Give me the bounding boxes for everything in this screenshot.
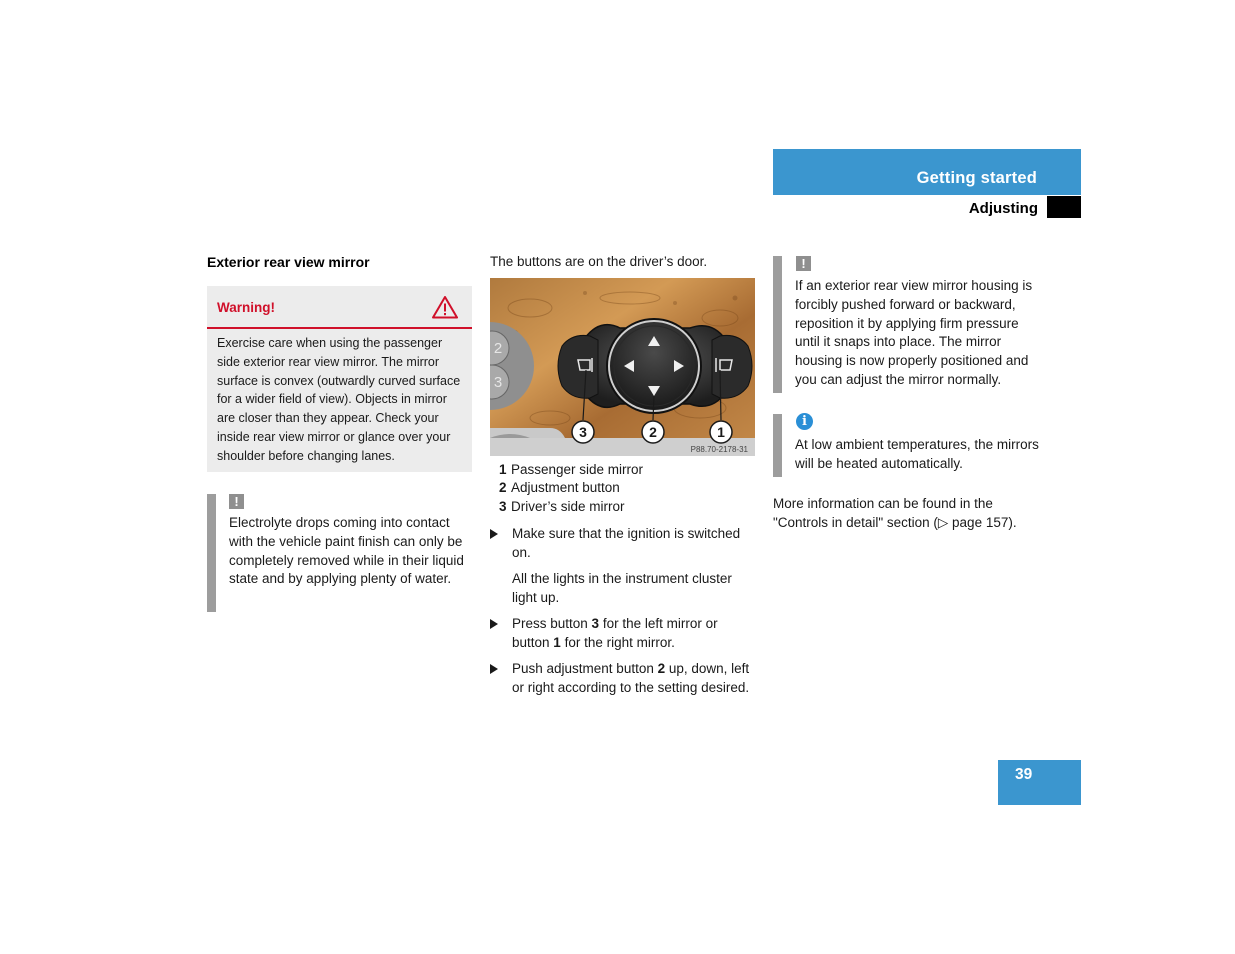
legend-number: 1 xyxy=(499,462,507,477)
note-text: Electrolyte drops coming into contact with the vehicle paint finish can only be completely removed while in their liquid state and by applying plenty of water. xyxy=(229,515,464,587)
legend-item-3 xyxy=(499,498,625,517)
section-title: Getting started xyxy=(916,169,1037,187)
legend-item-1 xyxy=(499,461,643,480)
note-text: If an exterior rear view mirror housing is forcibly pushed forward or backward, reposition it by applying firm pressure until it snaps into place. The mirror housing is now properly positioned and you can adjust the mirror normally. xyxy=(795,278,1033,387)
legend-item-2 xyxy=(499,479,620,498)
step-1 xyxy=(490,525,758,563)
step-result-text: All the lights in the instrument cluster light up. xyxy=(512,571,732,605)
warning-label: Warning! xyxy=(217,300,275,315)
warning-box xyxy=(207,286,472,472)
panel-number-2: 2 xyxy=(493,340,503,357)
legend-label: Driver’s side mirror xyxy=(511,499,625,514)
step-text: Press button 3 for the left mirror or button 1 for the right mirror. xyxy=(512,616,718,650)
subsection-marker xyxy=(1047,196,1081,218)
info-text: At low ambient temperatures, the mirrors will be heated automatically. xyxy=(795,437,1039,471)
step-2 xyxy=(490,615,758,653)
info-bar xyxy=(773,414,782,477)
info-icon: i xyxy=(796,413,813,430)
step-3 xyxy=(490,660,758,698)
page-number: 39 xyxy=(1015,766,1033,783)
step-1-result xyxy=(490,570,758,608)
topic-title: Exterior rear view mirror xyxy=(207,254,370,270)
mirror-controls-figure xyxy=(490,278,755,456)
legend-number: 3 xyxy=(499,499,507,514)
section-header-bar xyxy=(773,149,1081,195)
bullet-triangle-icon xyxy=(490,619,498,629)
note-bar xyxy=(773,256,782,393)
mirror-controls-illustration xyxy=(490,278,755,456)
callout-2: 2 xyxy=(649,424,657,440)
legend-number: 2 xyxy=(499,480,507,495)
figure-code: P88.70-2178-31 xyxy=(690,445,748,454)
more-info-text: More information can be found in the "Controls in detail" section (▷ page 157). xyxy=(773,496,1017,530)
exclamation-icon: ! xyxy=(229,494,244,509)
step-text: Make sure that the ignition is switched on. xyxy=(512,526,741,560)
exclamation-icon: ! xyxy=(796,256,811,271)
bullet-triangle-icon xyxy=(490,664,498,674)
callout-1: 1 xyxy=(717,424,725,440)
legend-label: Adjustment button xyxy=(511,480,620,495)
subsection-title: Adjusting xyxy=(968,200,1038,217)
note-bar xyxy=(207,494,216,612)
warning-triangle-icon xyxy=(432,295,458,319)
bullet-triangle-icon xyxy=(490,529,498,539)
buttons-location-text: The buttons are on the driver’s door. xyxy=(490,254,708,269)
warning-header xyxy=(207,286,472,329)
legend-label: Passenger side mirror xyxy=(511,462,644,477)
step-text: Push adjustment button 2 up, down, left or right according to the setting desired. xyxy=(512,661,750,695)
panel-number-3: 3 xyxy=(493,374,503,391)
page-number-box xyxy=(998,760,1081,805)
warning-text: Exercise care when using the passenger side exterior rear view mirror. The mirror surface is convex (outwardly curved surface for a wider field of view). Objects in mirror are closer than they appear. Check your inside rear view mirror or glance over your shoulder before changing lanes. xyxy=(217,336,461,463)
callout-3: 3 xyxy=(579,424,587,440)
